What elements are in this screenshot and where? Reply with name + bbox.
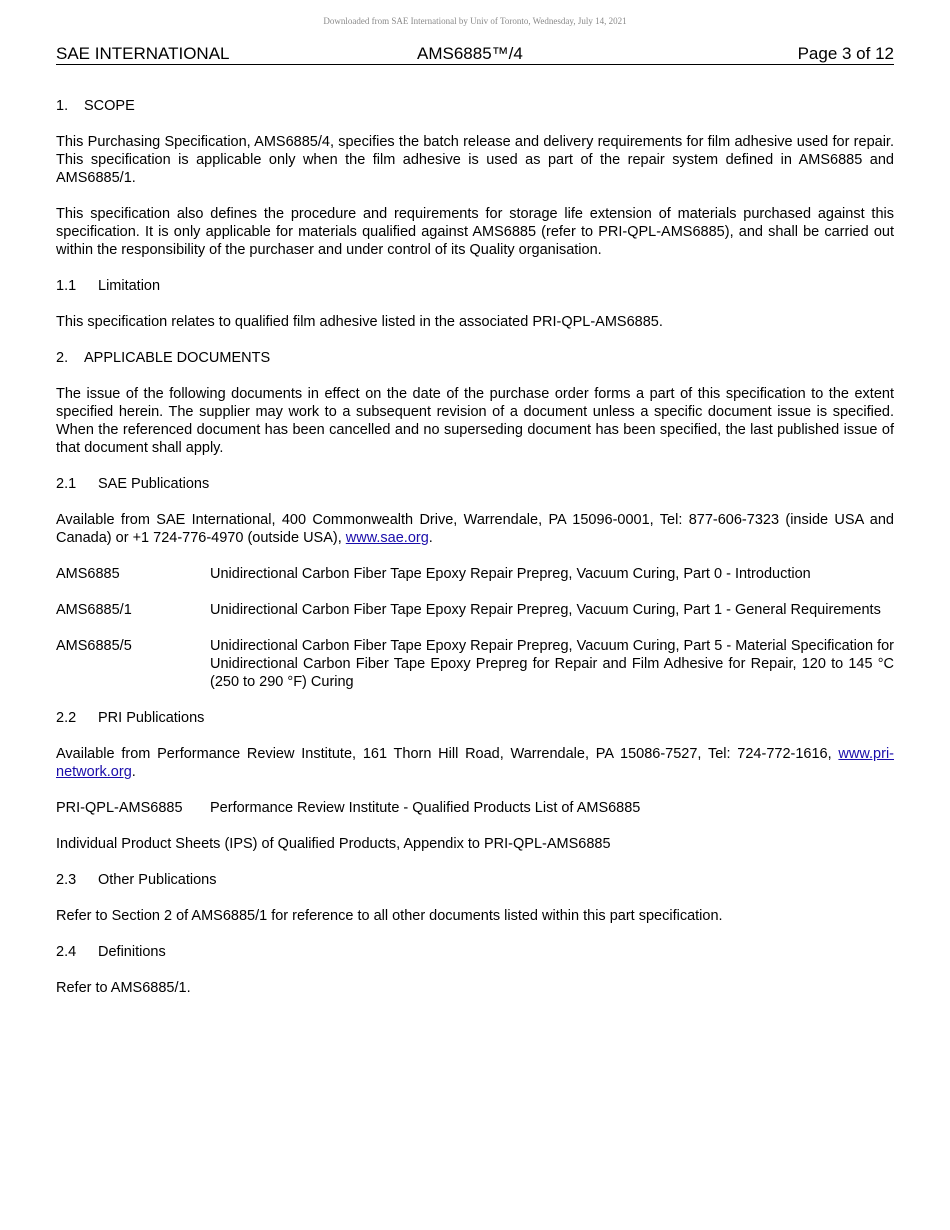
applicable-documents-paragraph: The issue of the following documents in effect on the date of the purchase order forms a part of this specification to the extent specified herein. The supplier may work to a subsequent revision of a document unless a specific document issue is specified. When the referenced document has been cancelled and no superseding document has been specified, the last published issue of that document shall apply. [56,386,894,456]
definitions-paragraph: Refer to AMS6885/1. [56,980,191,996]
pri-availability-paragraph [56,745,894,781]
section-1-heading [56,97,894,115]
reference-entry [56,799,894,817]
section-2-3-heading [56,871,894,889]
section-number: 2. [56,350,69,366]
sae-availability-paragraph [56,511,894,547]
header-page-number: Page 3 of 12 [797,44,894,63]
reference-description: Unidirectional Carbon Fiber Tape Epoxy Repair Prepreg, Vacuum Curing, Part 5 - Material Specification for Unidirectional Carbon Fiber Tape Epoxy Prepreg for Repair and Film Adhesive for Repair, 120 to 145 °C (250 to 290 °F) Curing [210,638,894,690]
limitation-paragraph: This specification relates to qualified film adhesive listed in the associated PRI-QPL-AMS6885. [56,314,663,330]
reference-code: AMS6885/1 [56,602,132,618]
sae-address-text: Available from SAE International, 400 Commonwealth Drive, Warrendale, PA 15096-0001, Tel: 877-606-7323 (inside USA and Canada) or +1 724-776-4970 (outside USA), [56,512,894,546]
reference-entry [56,565,894,583]
reference-description: Unidirectional Carbon Fiber Tape Epoxy Repair Prepreg, Vacuum Curing, Part 0 - Introduction [210,566,811,582]
section-number: 2.3 [56,872,77,888]
section-title: APPLICABLE DOCUMENTS [84,350,271,366]
reference-entry [56,637,894,691]
section-number: 2.2 [56,710,77,726]
section-title: Definitions [98,944,166,960]
header-doc-id: AMS6885™/4 [417,44,523,63]
section-title: SAE Publications [98,476,210,492]
reference-description: Unidirectional Carbon Fiber Tape Epoxy Repair Prepreg, Vacuum Curing, Part 1 - General Requirements [210,602,881,618]
reference-description: Performance Review Institute - Qualified Products List of AMS6885 [210,800,641,816]
section-title: Limitation [98,278,161,294]
pri-period: . [131,764,136,780]
section-number: 2.4 [56,944,77,960]
sae-period: . [428,530,433,546]
ips-paragraph: Individual Product Sheets (IPS) of Qualified Products, Appendix to PRI-QPL-AMS6885 [56,836,611,852]
section-title: SCOPE [84,98,135,114]
section-number: 1.1 [56,278,77,294]
download-watermark: Downloaded from SAE International by Univ of Toronto, Wednesday, July 14, 2021 [323,16,627,26]
section-2-1-heading [56,475,894,493]
pri-website-link[interactable]: www.pri-network.org [56,746,894,780]
reference-entry [56,601,894,619]
section-number: 2.1 [56,476,77,492]
reference-code: PRI-QPL-AMS6885 [56,800,183,816]
pri-address-text: Available from Performance Review Institute, 161 Thorn Hill Road, Warrendale, PA 15086-7527, Tel: 724-772-1616, [56,746,839,762]
reference-code: AMS6885/5 [56,638,132,654]
document-body [56,97,894,1015]
section-2-heading [56,349,894,367]
header-publisher: SAE INTERNATIONAL [56,44,230,63]
section-1-1-heading [56,277,894,295]
other-publications-paragraph: Refer to Section 2 of AMS6885/1 for reference to all other documents listed within this part specification. [56,908,723,924]
section-2-2-heading [56,709,894,727]
section-2-4-heading [56,943,894,961]
page-header [56,44,894,65]
sae-website-link[interactable]: www.sae.org [345,530,429,546]
section-title: PRI Publications [98,710,205,726]
section-number: 1. [56,98,69,114]
scope-paragraph-2: This specification also defines the procedure and requirements for storage life extension of materials purchased against this specification. It is only applicable for materials qualified against AMS6885 (refer to PRI-QPL-AMS6885), and shall be carried out within the responsibility of the purchaser and under control of its Quality organisation. [56,206,894,258]
scope-paragraph-1: This Purchasing Specification, AMS6885/4, specifies the batch release and delivery requirements for film adhesive used for repair. This specification is applicable only when the film adhesive is used as part of the repair system defined in AMS6885 and AMS6885/1. [56,134,894,186]
reference-code: AMS6885 [56,566,120,582]
section-title: Other Publications [98,872,217,888]
